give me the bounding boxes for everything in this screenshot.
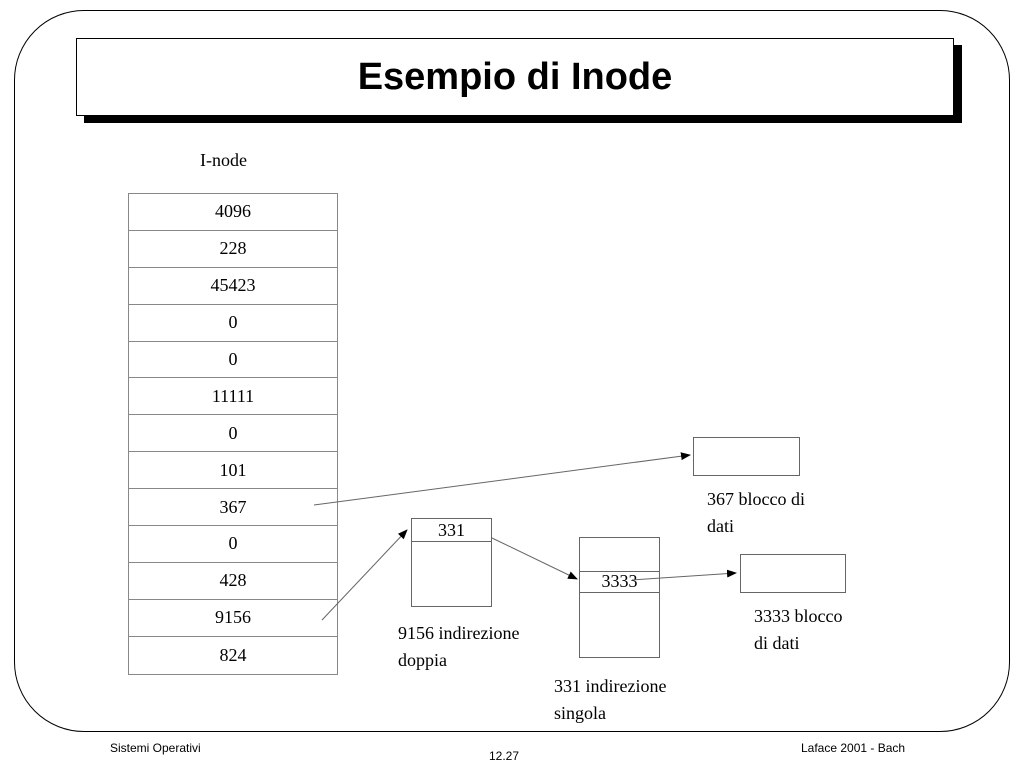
inode-entry: 101 (129, 452, 337, 489)
single-indirect-caption-line1: 331 indirezione (554, 676, 667, 696)
single-indirect-entry: 3333 (580, 571, 659, 593)
inode-entry: 0 (129, 342, 337, 379)
inode-entry: 428 (129, 563, 337, 600)
inode-entry: 0 (129, 415, 337, 452)
data-block-367-caption-line1: 367 blocco di (707, 489, 805, 509)
footer-left: Sistemi Operativi (110, 741, 201, 755)
arrow-9156-to-double (322, 530, 407, 620)
slide-title: Esempio di Inode (357, 55, 673, 98)
inode-entry: 4096 (129, 194, 337, 231)
inode-entry: 45423 (129, 268, 337, 305)
single-indirect-caption-line2: singola (554, 703, 606, 723)
data-block-3333-caption-line1: 3333 blocco (754, 606, 843, 626)
double-indirect-caption-line2: doppia (398, 650, 447, 670)
inode-label: I-node (200, 150, 247, 170)
data-block-367-caption-line2: dati (707, 516, 734, 536)
double-indirect-caption-line1: 9156 indirezione (398, 623, 520, 643)
inode-entry-9156: 9156 (129, 600, 337, 637)
inode-entry: 228 (129, 231, 337, 268)
inode-entry-367: 367 (129, 489, 337, 526)
arrow-367-to-data (314, 455, 690, 505)
footer-right: Laface 2001 - Bach (801, 741, 906, 755)
inode-entry: 0 (129, 305, 337, 342)
arrow-3333-to-data (632, 573, 736, 580)
inode-entry: 824 (219, 644, 247, 665)
inode-entry: 0 (129, 526, 337, 563)
footer-page-number: 12.27 (489, 749, 520, 763)
double-indirect-entry: 331 (412, 519, 491, 542)
arrow-331-to-single (492, 538, 577, 579)
inode-entry: 11111 (129, 378, 337, 415)
data-block-3333-caption-line2: di dati (754, 633, 800, 653)
